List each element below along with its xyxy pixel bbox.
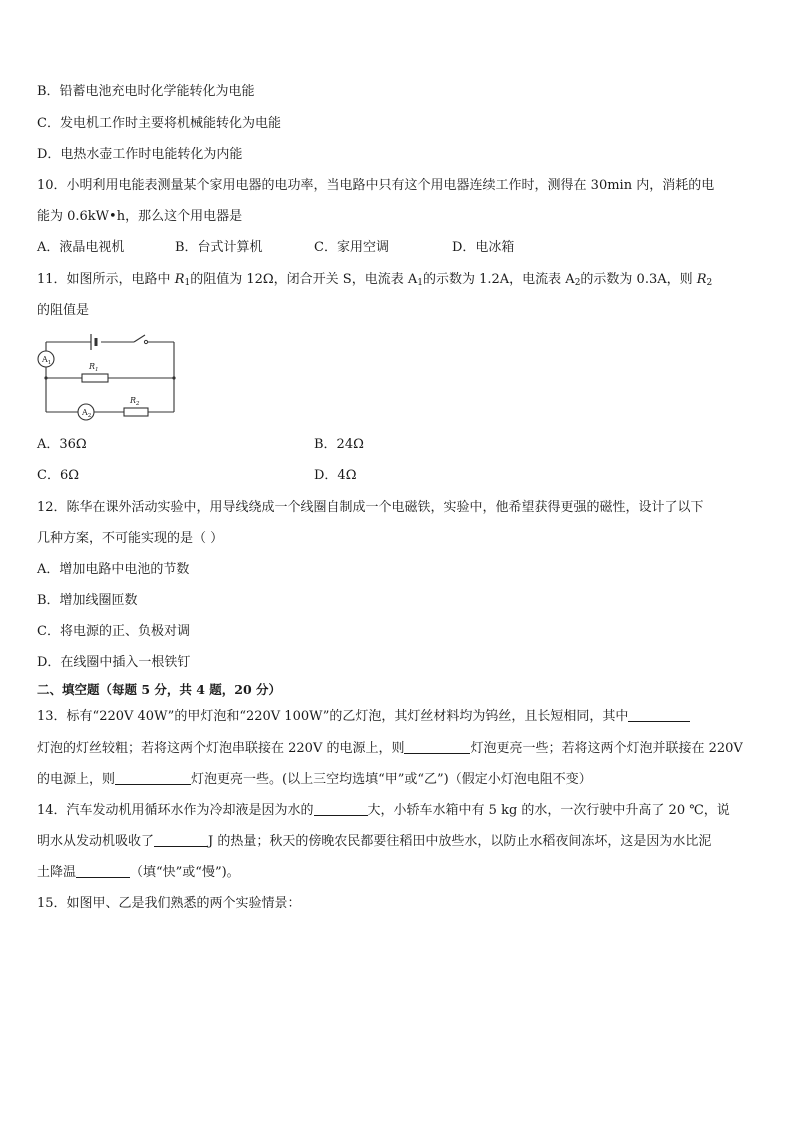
q14-blank-1[interactable]	[314, 802, 368, 816]
q11-option-a: A．36Ω	[37, 437, 87, 452]
junction-dot	[44, 376, 47, 379]
q11-option-d: D．4Ω	[314, 468, 357, 483]
q12-option-d: D．在线圈中插入一根铁钉	[37, 655, 191, 670]
q10-option-d: D．电冰箱	[452, 240, 515, 255]
q13-blank-2[interactable]	[404, 740, 470, 754]
ammeter-a1-label: $A_1$	[42, 355, 52, 366]
q15-line1: 15．如图甲、乙是我们熟悉的两个实验情景：	[37, 896, 301, 911]
section-heading: 二、填空题（每题 5 分，共 4 题，20 分）	[37, 682, 282, 697]
q10-option-c: C．家用空调	[314, 240, 389, 255]
resistor-r2-label: $R_2$	[130, 396, 140, 407]
q12-option-b: B．增加线圈匝数	[37, 593, 138, 608]
q12-option-a: A．增加电路中电池的节数	[37, 562, 190, 577]
q10-option-b: B．台式计算机	[175, 240, 263, 255]
q10-option-a: A．液晶电视机	[37, 240, 125, 255]
q14-line3: 土降温 （填“快”或“慢”)。	[37, 865, 240, 880]
prev-option-c: C．发电机工作时主要将机械能转化为电能	[37, 116, 281, 131]
q14-blank-2[interactable]	[154, 833, 208, 847]
q12-line2: 几种方案，不可能实现的是（ ）	[37, 531, 224, 546]
prev-option-b: B．铅蓄电池充电时化学能转化为电能	[37, 84, 255, 99]
q14-blank-3[interactable]	[76, 864, 130, 878]
q12-line1: 12．陈华在课外活动实验中，用导线绕成一个线圈自制成一个电磁铁，实验中，他希望获得更强的磁性，设计了以下	[37, 500, 704, 515]
q13-blank-1[interactable]	[628, 708, 690, 722]
switch-contact-icon	[144, 340, 147, 343]
q10-line2: 能为 0.6kW•h，那么这个用电器是	[37, 209, 243, 224]
q11-option-b: B．24Ω	[314, 437, 364, 452]
q14-line1: 14．汽车发动机用循环水作为冷却液是因为水的 大，小轿车水箱中有 5 kg 的水，一次行驶中升高了 20 ℃，说	[37, 803, 730, 818]
q13-blank-3[interactable]	[115, 771, 191, 785]
q10-line1: 10．小明利用电能表测量某个家用电器的电功率，当电路中只有这个用电器连续工作时，测得在 30min 内，消耗的电	[37, 178, 715, 193]
q13-line2: 灯泡的灯丝较粗；若将这两个灯泡串联接在 220V 的电源上，则 灯泡更亮一些；若将这两个灯泡并联接在 220V	[37, 741, 743, 756]
q12-option-c: C．将电源的正、负极对调	[37, 624, 190, 639]
q13-line3: 的电源上，则 灯泡更亮一些。(以上三空均选填“甲”或“乙”)（假定小灯泡电阻不变）	[37, 772, 592, 787]
q11-circuit-diagram	[36, 330, 181, 425]
junction-dot	[172, 376, 175, 379]
q11-line2: 的阻值是	[37, 303, 90, 318]
ammeter-a2-label: $A_2$	[82, 408, 92, 419]
q13-line1: 13．标有“220V 40W”的甲灯泡和“220V 100W”的乙灯泡，其灯丝材料均为钨丝，且长短相同，其中	[37, 708, 690, 725]
q14-line2: 明水从发动机吸收了 J 的热量；秋天的傍晚农民都要往稻田中放些水，以防止水稻夜间冻坏，这是因为水比泥	[37, 834, 712, 849]
q11-line1: 11．如图所示，电路中 $R_1$的阻值为 12Ω，闭合开关 S，电流表 $A_1$的示数为 1.2A，电流表 $A_2$的示数为 0.3A，则 $R_2$	[37, 272, 713, 288]
resistor-r1-label: $R_1$	[89, 362, 99, 373]
q11-option-c: C．6Ω	[37, 468, 79, 483]
prev-option-d: D．电热水壶工作时电能转化为内能	[37, 147, 243, 162]
